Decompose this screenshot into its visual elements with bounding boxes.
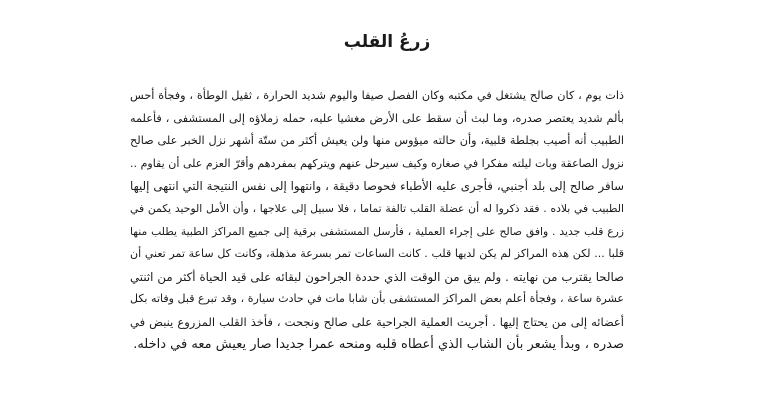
body-line: الطبيب في بلاده . فقد ذكروا له أن عضلة القلب تالفة تماما ، فلا سبيل إلى علاجها ، وأن الأمل الوحيد يكمن في — [130, 201, 624, 215]
body-line: سافر صالح إلى بلد أجنبي، فأجرى عليه الأطباء فحوصا دقيقة ، وانتهوا إلى نفس النتيجة التي انتهى إليها — [130, 179, 624, 194]
body-line: الطبيب أنه أصيب بجلطة قلبية، وأن حالته ميؤوس منها ولن يعيش أكثر من ستّة أشهر نزل الخبر على صالح — [130, 134, 624, 148]
body-line: نزول الصاعقة وبات ليلته مفكرا في صغاره وكيف سيرحل عنهم ويتركهم بمفردهم وأقرّ العزم على أن يقاوم .. — [130, 156, 624, 170]
body-line: صالحا يقترب من نهايته . ولم يبق من الوقت الذي حددة الجراحون لبقائه على قيد الحياة أكثر من اثنتي — [130, 269, 624, 284]
body-line: أعضائه إلى من يحتاج إليها . أجريت العملية الجراحية على صالح ونجحت ، فأخذ القلب المزروع ينبض في — [130, 314, 624, 329]
body-line: زرع قلب جديد . وافق صالح على إجراء العملية ، فأرسل المستشفى برقية إلى جميع المراكز الطبية يطلب منها — [130, 224, 624, 238]
body-line: ذات يوم ، كان صالح يشتغل في مكتبه وكان الفصل صيفا واليوم شديد الحرارة ، ثقيل الوطأة ، وفجأة أحس — [130, 89, 624, 102]
body-line: بألم شديد يعتصر صدره، وما لبث أن سقط على الأرض مغشيا عليه، حمله زملاؤه إلى المستشفى ، فأعلمه — [130, 111, 624, 125]
document-body — [130, 85, 624, 356]
body-line: قلبا ... لكن هذه المراكز لم يكن لديها قلب . كانت الساعات تمر بسرعة مذهلة، وكانت كل ساعة تمر تعني أن — [130, 247, 624, 261]
body-line: عشرة ساعة ، وفجأة أعلم بعض المراكز المستشفى بأن شابا مات في حادث سيارة ، وقد تبرع قبل وفاته بكل — [130, 292, 624, 306]
body-line: صدره ، وبدأ يشعر بأن الشاب الذي أعطاه قلبه ومنحه عمرا جديدا صار يعيش معه في داخله. — [133, 336, 624, 352]
document-title: زرعُ القلب — [343, 32, 431, 52]
